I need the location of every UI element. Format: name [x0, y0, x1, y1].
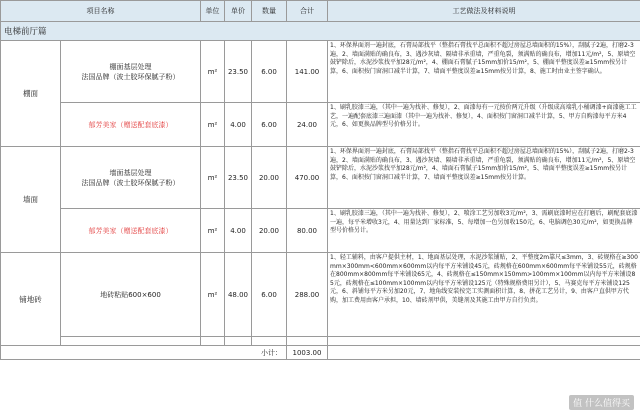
area-label-ceiling: 棚面 [1, 41, 61, 147]
total-cell: 141.00 [287, 41, 328, 103]
subtotal-row [1, 346, 640, 360]
unit-cell: m² [201, 103, 225, 147]
qty-cell: 6.00 [252, 253, 287, 337]
col-header-item-name: 项目名称 [1, 1, 201, 22]
price-cell: 4.00 [225, 103, 252, 147]
price-cell: 23.50 [225, 41, 252, 103]
qty-cell: 6.00 [252, 103, 287, 147]
item-name: 墙面基层处理 法国品牌（波士胶环保腻子粉） [61, 147, 201, 209]
item-name: 棚面基层处理 法国品牌（波士胶环保腻子粉） [61, 41, 201, 103]
item-name: 地砖粘贴600×600 [61, 253, 201, 337]
subtotal-value: 1003.00 [287, 346, 328, 360]
process-cell: 1、环保界面剂一遍封底，石膏局部找平（整指石膏找平总面积不超过房屋总墙面积的15%），刮腻子2遍，打磨2-3遍，2、墙面满贴的确良布，3、遇沙灰墙、隔墙非承重墙，严重龟裂，须满贴的确良布，增加11元/m²，5、原墙空鼓铲除后，水泥沙浆找平加28元/m²，4、棚面石膏腻子15mm加价15/m²，5、棚面平整度误差≥15mm按另计算，6、面积按门窗洞口减半计算，7、墙面平整度误差≥15mm按另计算，8、施工时由业主签字确认。 [328, 41, 640, 103]
process-cell: 1、轻工辅料，由客户提供主材，1、地面基层处理，水泥沙浆铺贴，2、平整度2m靠尺≤3mm，3、砖规格在≥300mm×300mm<600mm×600mm以内每平方米铺设45元，砖规格在600mm×600mm每平米铺设55元，砖规格在800mm×800mm每平米铺设65元，4、砖规格在≤150mm×150mm>100mm×100mm以内每平方米铺设85元，砖规格在≤100mm×100mm以内每平方米铺设125元（特殊规格费用另计），5、马赛克每平方米铺设125元，6、斜铺每平方米另加20元，7、地角线安装按完工实测面积计算，8、拼花工艺另计，9、由客户直供甲方代购，加工费用由客户承担，10、墙砖剂甲供，美缝剂及其施工由甲方自行负责。 [328, 253, 640, 337]
area-label-floor-tile: 铺地砖 [1, 253, 61, 346]
unit-cell: m² [201, 253, 225, 337]
qty-cell: 20.00 [252, 147, 287, 209]
total-cell: 288.00 [287, 253, 328, 337]
total-cell: 24.00 [287, 103, 328, 147]
price-cell: 23.50 [225, 147, 252, 209]
col-header-unit: 单位 [201, 1, 225, 22]
table-row [1, 253, 640, 337]
area-label-wall: 墙面 [1, 147, 61, 253]
unit-cell: m² [201, 147, 225, 209]
section-row [1, 22, 640, 41]
unit-cell: m² [201, 209, 225, 253]
subtotal-label: 小计： [1, 346, 287, 360]
item-name: 郁芳美家（赠送配套底漆） [61, 209, 201, 253]
col-header-process: 工艺做法及材料说明 [328, 1, 640, 22]
total-cell: 80.00 [287, 209, 328, 253]
table-row [1, 209, 640, 253]
table-row [1, 103, 640, 147]
item-name: 郁芳美家（赠送配套底漆） [61, 103, 201, 147]
price-cell: 4.00 [225, 209, 252, 253]
watermark: 值 什么值得买 [569, 395, 634, 410]
process-cell: 1、刷乳胶漆三遍，（其中一遍为找补、修复），2、喷涂工艺另加收3元/m²，3、需刷底漆时应在打磨后，刷配套底漆一遍，每平米增收3元，4、用量达到厂家标准，5、每增加一色另加收150元，6、电脑调色30元/m²，如更换品牌型号价格另计。 [328, 209, 640, 253]
table-row-blank [1, 337, 640, 346]
total-cell: 470.00 [287, 147, 328, 209]
price-cell: 48.00 [225, 253, 252, 337]
process-cell: 1、刷乳胶漆三遍，（其中一遍为找补、修复），2、面漆每有一元按价两元升级（升级成高端乳小桶调漆+面漆施工工艺，一遍配套底漆三遍面漆（其中一遍为找补、修复），4、面积按门窗洞口减半计算，5、甲方自购漆每平方米4元，6、如更换品牌型号价格另计。 [328, 103, 640, 147]
qty-cell: 6.00 [252, 41, 287, 103]
qty-cell: 20.00 [252, 209, 287, 253]
process-cell: 1、环保界面剂一遍封底，石膏局部找平（整指石膏找平总面积不超过房屋总墙面积的15%），刮腻子2遍，打磨2-3遍，2、墙面满贴的确良布，3、遇沙灰墙、隔墙非承重墙，严重龟裂，须满贴的确良布，增加11元/m²，5、原墙空鼓铲除后，水泥沙浆找平加28元/m²，4、墙面石膏腻子15mm加价15/m²，5、墙面平整度误差≥15mm按另计算，6、面积按门窗洞口减半计算，7、墙面平整度误差≥15mm按另计算。 [328, 147, 640, 209]
col-header-total: 合计 [287, 1, 328, 22]
unit-cell: m² [201, 41, 225, 103]
table-row [1, 147, 640, 209]
header-row [1, 1, 640, 22]
table-row [1, 41, 640, 103]
col-header-unit-price: 单价 [225, 1, 252, 22]
section-title: 电梯前厅篇 [1, 22, 640, 41]
col-header-quantity: 数量 [252, 1, 287, 22]
